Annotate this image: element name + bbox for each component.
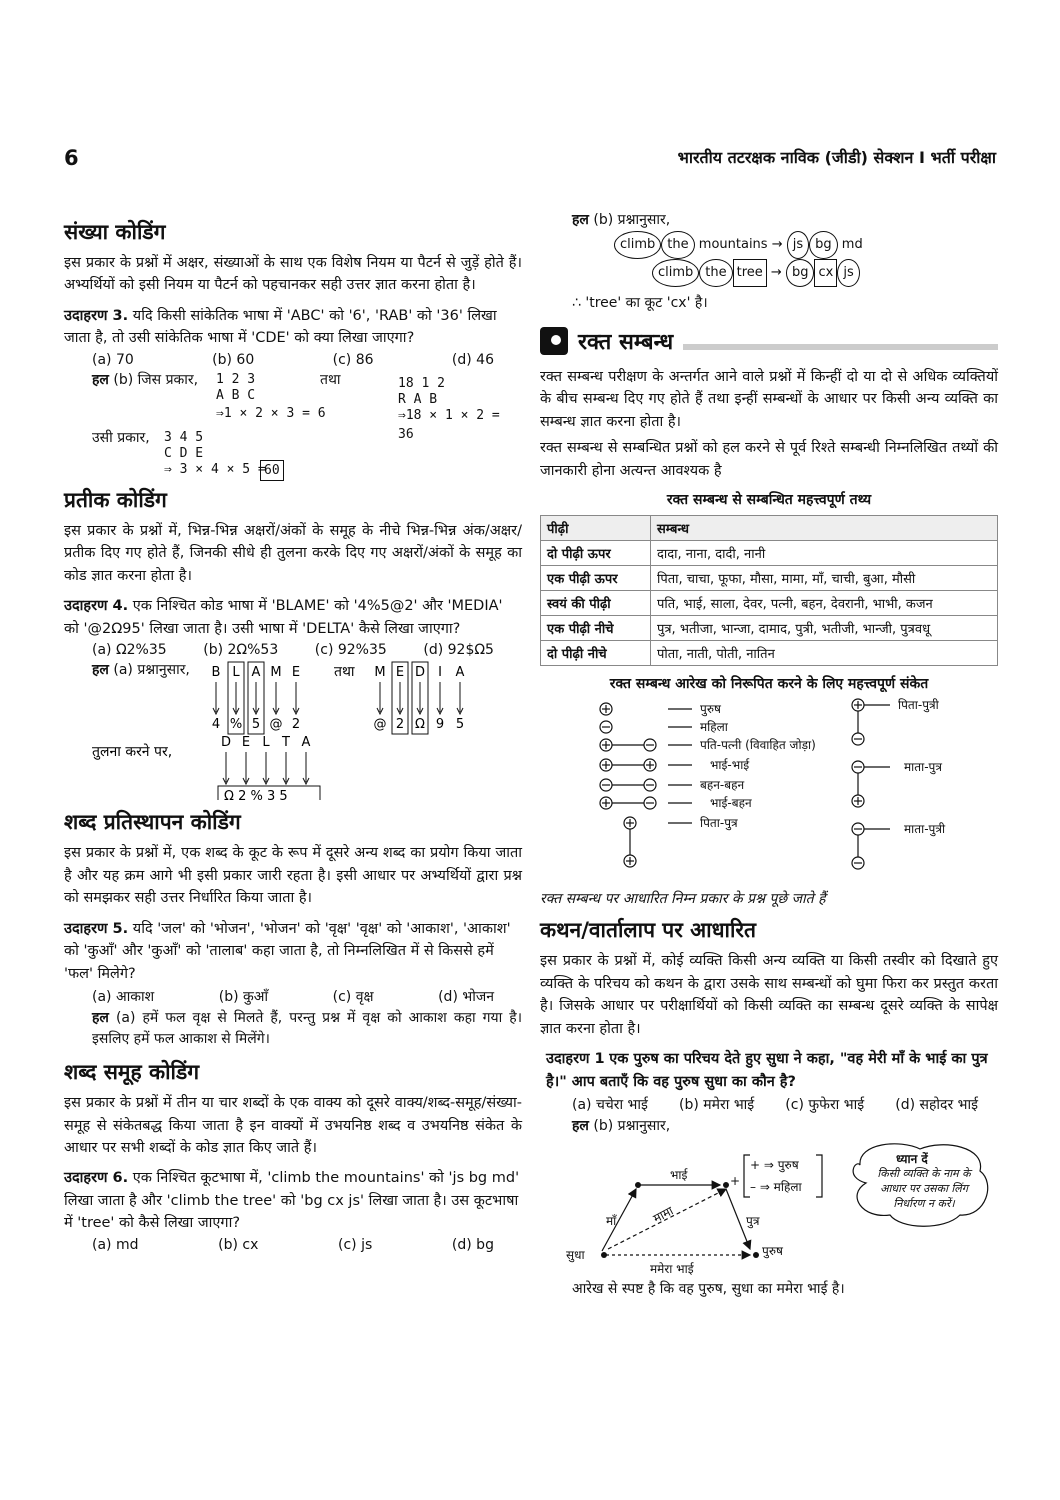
option: (d) 46 [451, 351, 494, 368]
code-letter: B [211, 665, 221, 681]
node-label: सुधा [566, 1248, 585, 1263]
right-column [540, 210, 998, 1298]
code-row-1: climb the mountains → js bg md [614, 231, 998, 259]
section-para: इस प्रकार के प्रश्नों में, भिन्न-भिन्न अक्षरों/अंकों के समूह के नीचे भिन्न-भिन्न अंक/अक्षर/प्रतीक दिए गए होते हैं, जिनकी सीधे ही तुलना करके दिए गए अक्षरों/अंकों के समूह का कोड ज्ञात करना होता है। [64, 522, 522, 584]
solution [540, 210, 998, 231]
symbols-caption: रक्त सम्बन्ध आरेख को निरूपित करने के लिए महत्त्वपूर्ण संकेत [609, 676, 929, 693]
mapping-media [374, 662, 465, 734]
cell: दो पीढ़ी ऊपर [541, 541, 651, 566]
relation-table [540, 515, 998, 666]
section-title: शब्द प्रतिस्थापन कोडिंग [64, 810, 241, 835]
code-letter: E [291, 665, 301, 681]
code: js [837, 259, 859, 287]
code-letter: E [241, 735, 251, 751]
cell: पोता, नाती, पोती, नातिन [651, 641, 998, 666]
code-symbol: 4 [211, 717, 221, 733]
sym-label: पिता-पुत्र [700, 816, 738, 831]
num3: 3 4 5 [164, 429, 204, 445]
edge-label: पुत्र [746, 1214, 760, 1229]
code: bg [809, 231, 838, 259]
sol-text: (a) प्रश्नानुसार, [113, 662, 190, 679]
tulna-label: तुलना करने पर, [92, 744, 173, 761]
section-title: संख्या कोडिंग [64, 220, 166, 244]
sol-label: हल [572, 1118, 589, 1135]
solution [540, 1116, 998, 1137]
code-letter: D [220, 735, 232, 751]
note-text: किसी व्यक्ति के नाम के आधार पर उसका लिंग निर्धारण न करें। [877, 1167, 971, 1210]
option: (b) 60 [212, 351, 255, 368]
let2: R A B [398, 391, 438, 407]
mapping-delta [218, 735, 320, 800]
sol-text: (b) प्रश्नानुसार, [593, 1118, 671, 1135]
example-4 [64, 595, 522, 640]
option: (c) 92%35 [314, 642, 387, 659]
edge-label: मामा [650, 1203, 676, 1226]
option: (a) 70 [92, 351, 134, 368]
section-para: इस प्रकार के प्रश्नों में, एक शब्द के कूट के रूप में दूसरे अन्य शब्द का प्रयोग किया जाता है और यह क्रम आगे भी इसी प्रकार जारी रहता है। इसी आधार पर अभ्यर्थियों द्वारा प्रश्न को समझकर सही उत्तर निर्धारित किया जाता है। [64, 845, 522, 907]
code-symbol: 2 [291, 717, 301, 733]
example-label: उदाहरण 5. [64, 920, 129, 937]
let1: A B C [216, 387, 256, 403]
example-6 [64, 1167, 522, 1234]
solution [64, 1008, 522, 1050]
example-text: एक पुरुष का परिचय देते हुए सुधा ने कहा, "वह मेरी माँ के भाई का पुत्र है।" आप बताएँ कि वह पुरुष सुधा का कौन है? [546, 1051, 988, 1090]
sym-label: भाई-भाई [710, 758, 750, 773]
example-3 [64, 305, 522, 350]
res2: ⇒18 × 1 × 2 = 36 [398, 407, 500, 443]
option: (c) 86 [332, 351, 374, 368]
header-cell: पीढ़ी [541, 516, 651, 541]
mapping-blame [212, 662, 301, 734]
edge-label: ममेरा भाई [650, 1262, 694, 1276]
sym-label: पति-पत्नी (विवाहित जोड़ा) [700, 738, 816, 753]
let3: C D E [164, 445, 204, 461]
sol-label: हल [572, 212, 589, 228]
section-para: इस प्रकार के प्रश्नों में अक्षर, संख्याओं के साथ एक विशेष नियम या पैटर्न से जुड़ें होते हैं। अभ्यर्थियों को इसी नियम या पैटर्न को पहचानकर सही उत्तर ज्ञात करना होता है। [64, 255, 522, 294]
res1: ⇒1 × 2 × 3 = 6 [216, 405, 326, 421]
sym-label: भाई-बहन [710, 796, 752, 811]
section-heading [540, 326, 998, 356]
option: (a) आकाश [92, 989, 155, 1006]
word: mountains [698, 237, 768, 252]
node-mother [635, 1182, 641, 1188]
code-symbol: % [229, 717, 243, 733]
sol-text: (a) हमें फल वृक्ष से मिलते हैं, परन्तु प्रश्न में वृक्ष को आकाश कहा गया है। इसलिए हमें फल आकाश से मिलेंगे। [92, 1010, 523, 1048]
note-cloud [868, 1167, 980, 1223]
edge-label: माँ [606, 1214, 617, 1229]
option: (d) 92$Ω5 [423, 642, 494, 659]
header-cell: सम्बन्ध [651, 516, 998, 541]
solution-cont [64, 428, 522, 478]
italic-note: रक्त सम्बन्ध पर आधारित निम्न प्रकार के प्रश्न पूछे जाते हैं [540, 891, 826, 908]
table-header [541, 516, 998, 541]
sol-label: हल [92, 662, 109, 679]
sol-label: हल [92, 371, 109, 388]
code-letter: M [374, 665, 386, 681]
code-symbol: @ [373, 717, 387, 733]
table-row [541, 616, 998, 641]
code-answer: Ω 2 % 3 5 [224, 789, 288, 801]
sym-label: पुरुष [700, 702, 721, 717]
code-symbol: 9 [435, 717, 445, 733]
options [540, 1093, 998, 1116]
code-letter: L [232, 665, 240, 681]
sym-label: माता-पुत्र [904, 760, 943, 775]
num1: 1 2 3 [216, 371, 256, 387]
sol-text: (b) जिस प्रकार, [113, 371, 199, 388]
example-5 [64, 918, 522, 985]
section-para: रक्त सम्बन्ध से सम्बन्धित प्रश्नों को हल करने से पूर्व रिश्ते सम्बन्धी निम्नलिखित तथ्यों की जानकारी होना अत्यन्त आवश्यक है [540, 440, 998, 479]
code-letter: A [455, 665, 465, 681]
option: (c) js [338, 1236, 373, 1253]
section-para: रक्त सम्बन्ध परीक्षण के अन्तर्गत आने वाले प्रश्नों में किन्हीं दो या दो से अधिक व्यक्तियों के बीच सम्बन्ध दिए गए होते हैं तथा इन्हीं सम्बन्धों के आधार पर किसी अन्य व्यक्ति का सम्बन्ध ज्ञात करना होता है। [540, 369, 998, 430]
code-letter: A [301, 735, 311, 751]
word: climb [652, 259, 699, 287]
sym-label: माता-पुत्री [904, 822, 946, 837]
cell: पिता, चाचा, फूफा, मौसा, मामा, माँ, चाची, बुआ, मौसी [651, 566, 998, 591]
sol-text: (b) प्रश्नानुसार, [593, 212, 671, 228]
option: (b) cx [218, 1236, 259, 1253]
options [64, 350, 522, 370]
sym-label: बहन-बहन [700, 778, 745, 793]
sol-label: हल [92, 1010, 109, 1027]
option: (d) सहोदर भाई [895, 1097, 978, 1114]
svg-text:+: + [730, 1174, 741, 1189]
option: (c) फुफेरा भाई [785, 1097, 865, 1114]
answer-box: 60 [260, 460, 284, 482]
conclusion: ∴ 'tree' का कूट 'cx' है। [572, 295, 708, 311]
node-uncle [723, 1182, 729, 1188]
relation-symbols-diagram [540, 697, 998, 877]
table-row [541, 541, 998, 566]
example-1 [540, 1048, 998, 1093]
left-column [64, 210, 522, 1255]
option: (b) कुआँ [218, 989, 269, 1006]
cell: स्वयं की पीढ़ी [541, 591, 651, 616]
option: (a) चचेरा भाई [572, 1097, 648, 1114]
option: (d) भोजन [438, 989, 494, 1006]
section-title: रक्त सम्बन्ध [578, 330, 674, 355]
usi: उसी प्रकार, [92, 429, 150, 446]
sym-label: महिला [700, 720, 728, 735]
section-title: शब्द समूह कोडिंग [64, 1060, 200, 1085]
note-title: ध्यान दें [896, 1152, 928, 1167]
example-label: उदाहरण 6. [64, 1170, 129, 1187]
cell: दो पीढ़ी नीचे [541, 641, 651, 666]
res3: ⇒ 3 × 4 × 5 = [164, 461, 266, 477]
code: js [787, 231, 809, 259]
page-number: 6 [64, 146, 79, 170]
word: climb [614, 231, 661, 259]
code-mapping-diagram [64, 660, 504, 800]
section-title: प्रतीक कोडिंग [64, 487, 167, 512]
options [64, 1235, 522, 1255]
code-symbol: 5 [455, 717, 465, 733]
example-text: एक निश्चित कूटभाषा में, 'climb the mountains' को 'js bg md' लिखा जाता है और 'climb the tree' को 'bg cx js' लिखा जाता है। उस कूटभाषा में 'tree' को कैसे लिखा जाएगा? [64, 1170, 520, 1232]
section-bullet-icon [540, 327, 568, 355]
cell: पति, भाई, साला, देवर, पत्नी, बहन, देवरानी, भाभी, कजन [651, 591, 998, 616]
node-man [753, 1252, 759, 1258]
code-letter: A [251, 665, 261, 681]
section-para: इस प्रकार के प्रश्नों में, कोई व्यक्ति किसी अन्य व्यक्ति या किसी तस्वीर को दिखाते हुए व्यक्ति के परिचय को कथन के द्वारा उसके साथ सम्बन्धों को घुमा फिरा कर प्रस्तुत करता है। जिसके आधार पर परीक्षार्थियों को किसी व्यक्ति का सम्बन्ध दूसरे व्यक्ति के सापेक्ष ज्ञात करना होता है। [540, 953, 998, 1037]
legend-minus: – ⇒ महिला [750, 1180, 802, 1195]
code: bg [786, 259, 815, 287]
legend-plus: + ⇒ पुरुष [750, 1158, 799, 1173]
section-para: इस प्रकार के प्रश्नों में तीन या चार शब्दों के एक वाक्य को दूसरे वाक्य/शब्द-समूह/संख्या-समूह से संकेतबद्ध किया जाता है इन वाक्यों में उभयनिष्ठ शब्द व उभयनिष्ठ संकेत के आधार पर सभी शब्दों के कोड ज्ञात किए जाते हैं। [64, 1095, 522, 1156]
code: md [841, 237, 863, 252]
option: (b) 2Ω%53 [203, 642, 279, 659]
code: cx [814, 259, 837, 287]
edge-label: भाई [670, 1168, 688, 1183]
example-label: उदाहरण 1 [546, 1051, 605, 1068]
cell: एक पीढ़ी नीचे [541, 616, 651, 641]
node-sudha [601, 1252, 607, 1258]
tatha: तथा [320, 371, 341, 388]
table-row [541, 591, 998, 616]
code-letter: T [282, 735, 290, 751]
num2: 18 1 2 [398, 375, 445, 391]
option: (a) Ω2%35 [92, 642, 167, 659]
code-letter: L [262, 735, 270, 751]
heading-rule [683, 344, 998, 350]
family-tree-diagram [540, 1137, 998, 1275]
code-symbol: 2 [395, 717, 405, 733]
code-symbol: 5 [251, 717, 261, 733]
code-letter: D [414, 665, 426, 681]
table-caption: रक्त सम्बन्ध से सम्बन्धित महत्त्वपूर्ण तथ्य [666, 492, 872, 509]
symbol-solution [64, 660, 522, 800]
sym-label: पिता-पुत्री [898, 698, 939, 713]
tatha-label: तथा [334, 664, 355, 681]
code-letter: E [395, 665, 405, 681]
code-symbol: @ [269, 717, 283, 733]
option: (c) वृक्ष [332, 989, 374, 1006]
options [64, 640, 522, 660]
example-text: एक निश्चित कोड भाषा में 'BLAME' को '4%5@2' और 'MEDIA' को '@2Ω95' लिखा जाता है। उसी भाषा में 'DELTA' कैसे लिखा जाएगा? [64, 598, 503, 637]
cell: दादा, नाना, दादी, नानी [651, 541, 998, 566]
code-letter: M [270, 665, 282, 681]
running-title: भारतीय तटरक्षक नाविक (जीडी) सेक्शन I भर्ती परीक्षा [677, 148, 996, 167]
section-title: कथन/वार्तालाप पर आधारित [540, 918, 756, 943]
word: the [661, 231, 694, 259]
code-symbol: Ω [415, 717, 425, 733]
cell: पुत्र, भतीजा, भान्जा, दामाद, पुत्री, भतीजी, भान्जी, पुत्रवधू [651, 616, 998, 641]
table-row [541, 566, 998, 591]
example-label: उदाहरण 4. [64, 598, 129, 615]
example-label: उदाहरण 3. [64, 307, 129, 324]
options [64, 985, 522, 1008]
example-text: यदि किसी सांकेतिक भाषा में 'ABC' को '6', 'RAB' को '36' लिखा जाता है, तो उसी सांकेतिक भाषा में 'CDE' को क्या लिखा जाएगा? [64, 307, 497, 347]
code-row-2: climb the tree → bg cx js [614, 259, 998, 287]
option: (a) md [92, 1236, 139, 1253]
option: (b) ममेरा भाई [679, 1097, 755, 1114]
word: the [699, 259, 732, 287]
table-row [541, 641, 998, 666]
conclusion: आरेख से स्पष्ट है कि वह पुरुष, सुधा का ममेरा भाई है। [572, 1281, 845, 1298]
code-letter: I [438, 665, 442, 681]
cell: एक पीढ़ी ऊपर [541, 566, 651, 591]
node-label: पुरुष [762, 1244, 783, 1259]
example-text: यदि 'जल' को 'भोजन', 'भोजन' को 'वृक्ष' 'वृक्ष' को 'आकाश', 'आकाश' को 'कुआँ' और 'कुआँ' को 'तालाब' कहा जाता है, तो निम्नलिखित में से किससे हमें 'फल' मिलेगे? [64, 920, 511, 982]
word-code-rows [540, 231, 998, 287]
option: (d) bg [451, 1236, 494, 1253]
word: tree [733, 259, 767, 287]
